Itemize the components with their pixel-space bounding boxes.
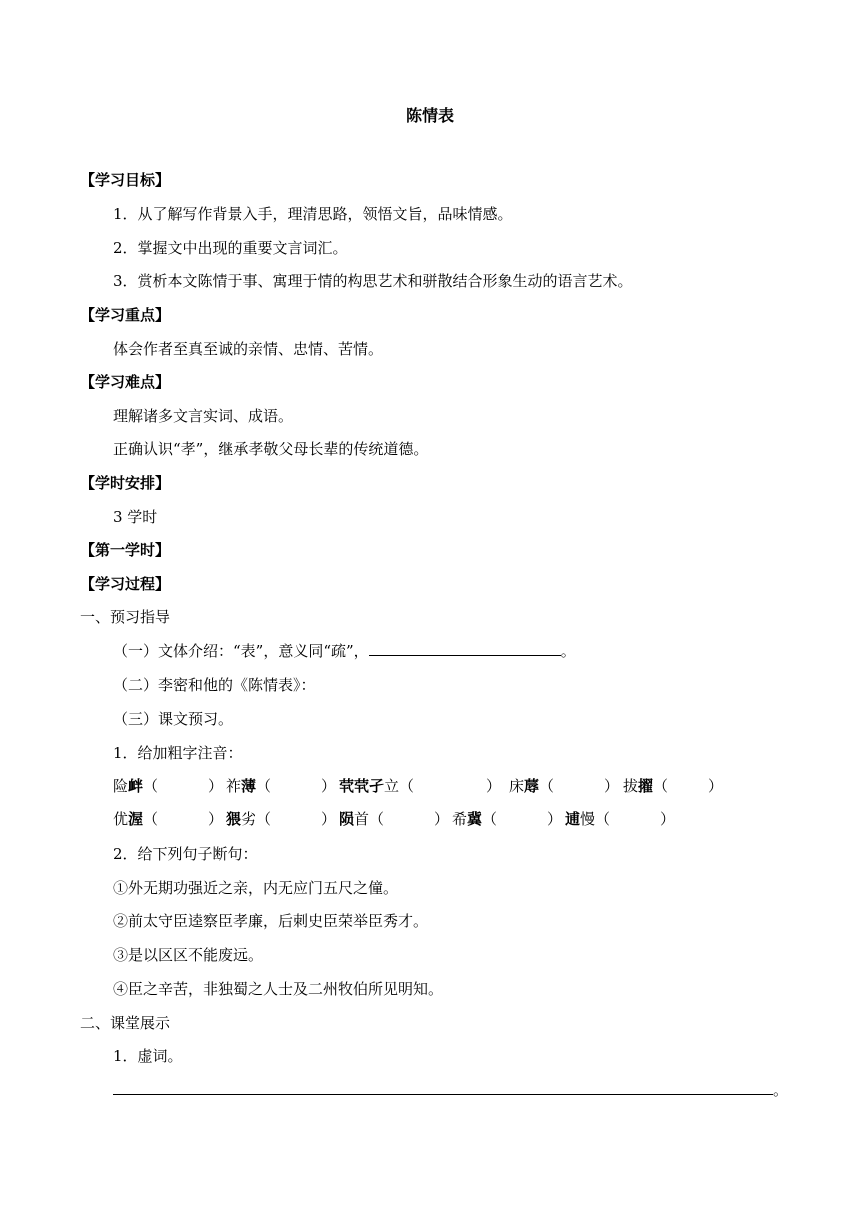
schedule-text: 3 学时	[113, 508, 158, 526]
pinyin-row-2	[113, 809, 675, 829]
difficulty-item-2: 正确认识“孝”，继承孝敬父母长辈的传统道德。	[113, 440, 429, 458]
objective-item-3: 3．赏析本文陈情于事、寓理于情的构思艺术和骈散结合形象生动的语言艺术。	[113, 272, 633, 290]
pinyin-item: 希冀（ ）	[452, 810, 563, 828]
long-answer-blank[interactable]	[113, 1080, 773, 1095]
pinyin-item: 猥劣（ ）	[226, 810, 337, 828]
pinyin-item: 祚薄（ ）	[226, 777, 337, 795]
first-period-heading: 【第一学时】	[80, 541, 171, 559]
sentence-2: ②前太守臣逵察臣孝廉，后刺史臣荣举臣秀才。	[113, 912, 429, 930]
pinyin-question: 1．给加粗字注音：	[113, 744, 243, 762]
punctuation-question: 2．给下列句子断句：	[113, 845, 258, 863]
objective-item-2: 2．掌握文中出现的重要文言词汇。	[113, 239, 348, 257]
objective-item-1: 1．从了解写作背景入手，理清思路，领悟文旨，品味情感。	[113, 205, 513, 223]
objectives-heading: 【学习目标】	[80, 171, 171, 189]
text-preview: （三）课文预习。	[113, 710, 234, 728]
section-1-title: 一、预习指导	[80, 608, 171, 626]
pinyin-item: 拔擢（ ）	[623, 777, 724, 795]
difficulty-item-1: 理解诸多文言实词、成语。	[113, 407, 294, 425]
difficulty-heading: 【学习难点】	[80, 373, 171, 391]
pinyin-item: 茕茕孑立（ ）	[339, 777, 502, 795]
long-answer-end: 。	[773, 1081, 789, 1099]
pinyin-row-1	[113, 776, 723, 796]
schedule-heading: 【学时安排】	[80, 474, 171, 492]
pinyin-item: 优渥（ ）	[113, 810, 224, 828]
function-words-question: 1．虚词。	[113, 1047, 183, 1065]
pinyin-item: 逋慢（ ）	[565, 810, 676, 828]
pinyin-item: 床蓐（ ）	[509, 777, 620, 795]
function-words-answer	[113, 1080, 788, 1100]
section-2-title: 二、课堂展示	[80, 1014, 171, 1032]
answer-blank[interactable]	[369, 641, 561, 656]
sentence-4: ④臣之辛苦，非独蜀之人士及二州牧伯所见明知。	[113, 980, 444, 998]
sentence-1: ①外无期功强近之亲，内无应门五尺之僮。	[113, 879, 399, 897]
style-intro-end: 。	[560, 642, 576, 660]
focus-text: 体会作者至真至诚的亲情、忠情、苦情。	[113, 340, 384, 358]
pinyin-item: 陨首（ ）	[339, 810, 450, 828]
style-intro	[113, 641, 576, 661]
focus-heading: 【学习重点】	[80, 306, 171, 324]
pinyin-item: 险衅（ ）	[113, 777, 224, 795]
page-title: 陈情表	[405, 106, 454, 125]
author-intro: （二）李密和他的《陈情表》：	[113, 676, 316, 694]
style-intro-text: （一）文体介绍：“表”，意义同“疏”，	[113, 642, 369, 660]
process-heading: 【学习过程】	[80, 575, 171, 593]
sentence-3: ③是以区区不能废远。	[113, 946, 264, 964]
